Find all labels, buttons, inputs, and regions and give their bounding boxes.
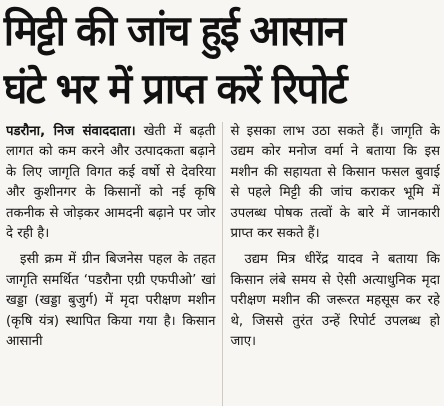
headline-line-2: घंटे भर में प्राप्त करें रिपोर्ट — [3, 64, 346, 113]
article-column-1 — [6, 122, 222, 406]
paragraph-1-text: खेती में बढ़ती लागत को कम करने और उत्पादकता बढ़ाने के लिए जागृति विगत कई वर्षो से देवरिया और कुशीनगर के किसानों को नई कृषि तकनीक से जोड़कर आमदनी बढ़ाने पर जोर दे रही है। — [6, 124, 216, 242]
paragraph-3: से इसका लाभ उठा सकते हैं। जागृति के उद्यम कोर मनोज वर्मा ने बताया कि इस मशीन की सहायता से किसान फसल बुवाई से पहले मिट्टी की जांच कराकर भूमि में उपलब्ध पोषक तत्वों के बारे में जानकारी प्राप्त कर सकते हैं। — [230, 124, 440, 242]
paragraph-2: इसी क्रम में ग्रीन बिजनेस पहल के तहत जागृति समर्थित ‘पडरौना एग्री एफपीओ’ खां खड्डा (खड्डा बुजुर्ग) में मृदा परीक्षण मशीन (कृषि यंत्र) स्थापित किया गया है। किसान आसानी — [6, 252, 216, 350]
paragraph-1 — [6, 122, 216, 244]
headline-line-1: मिट्टी की जांच हुई आसान — [3, 6, 345, 55]
dateline: पडरौना, निज संवाददाता। — [6, 124, 136, 139]
article-body — [6, 122, 440, 406]
paragraph-4: उद्यम मित्र धीरेंद्र यादव ने बताया कि किसान लंबे समय से ऐसी अत्याधुनिक मृदा परीक्षण मशीन की जरूरत महसूस कर रहे थे, जिससे तुरंत उन्हें रिपोर्ट उपलब्ध हो जाए। — [230, 252, 440, 350]
article-column-2 — [222, 122, 441, 406]
